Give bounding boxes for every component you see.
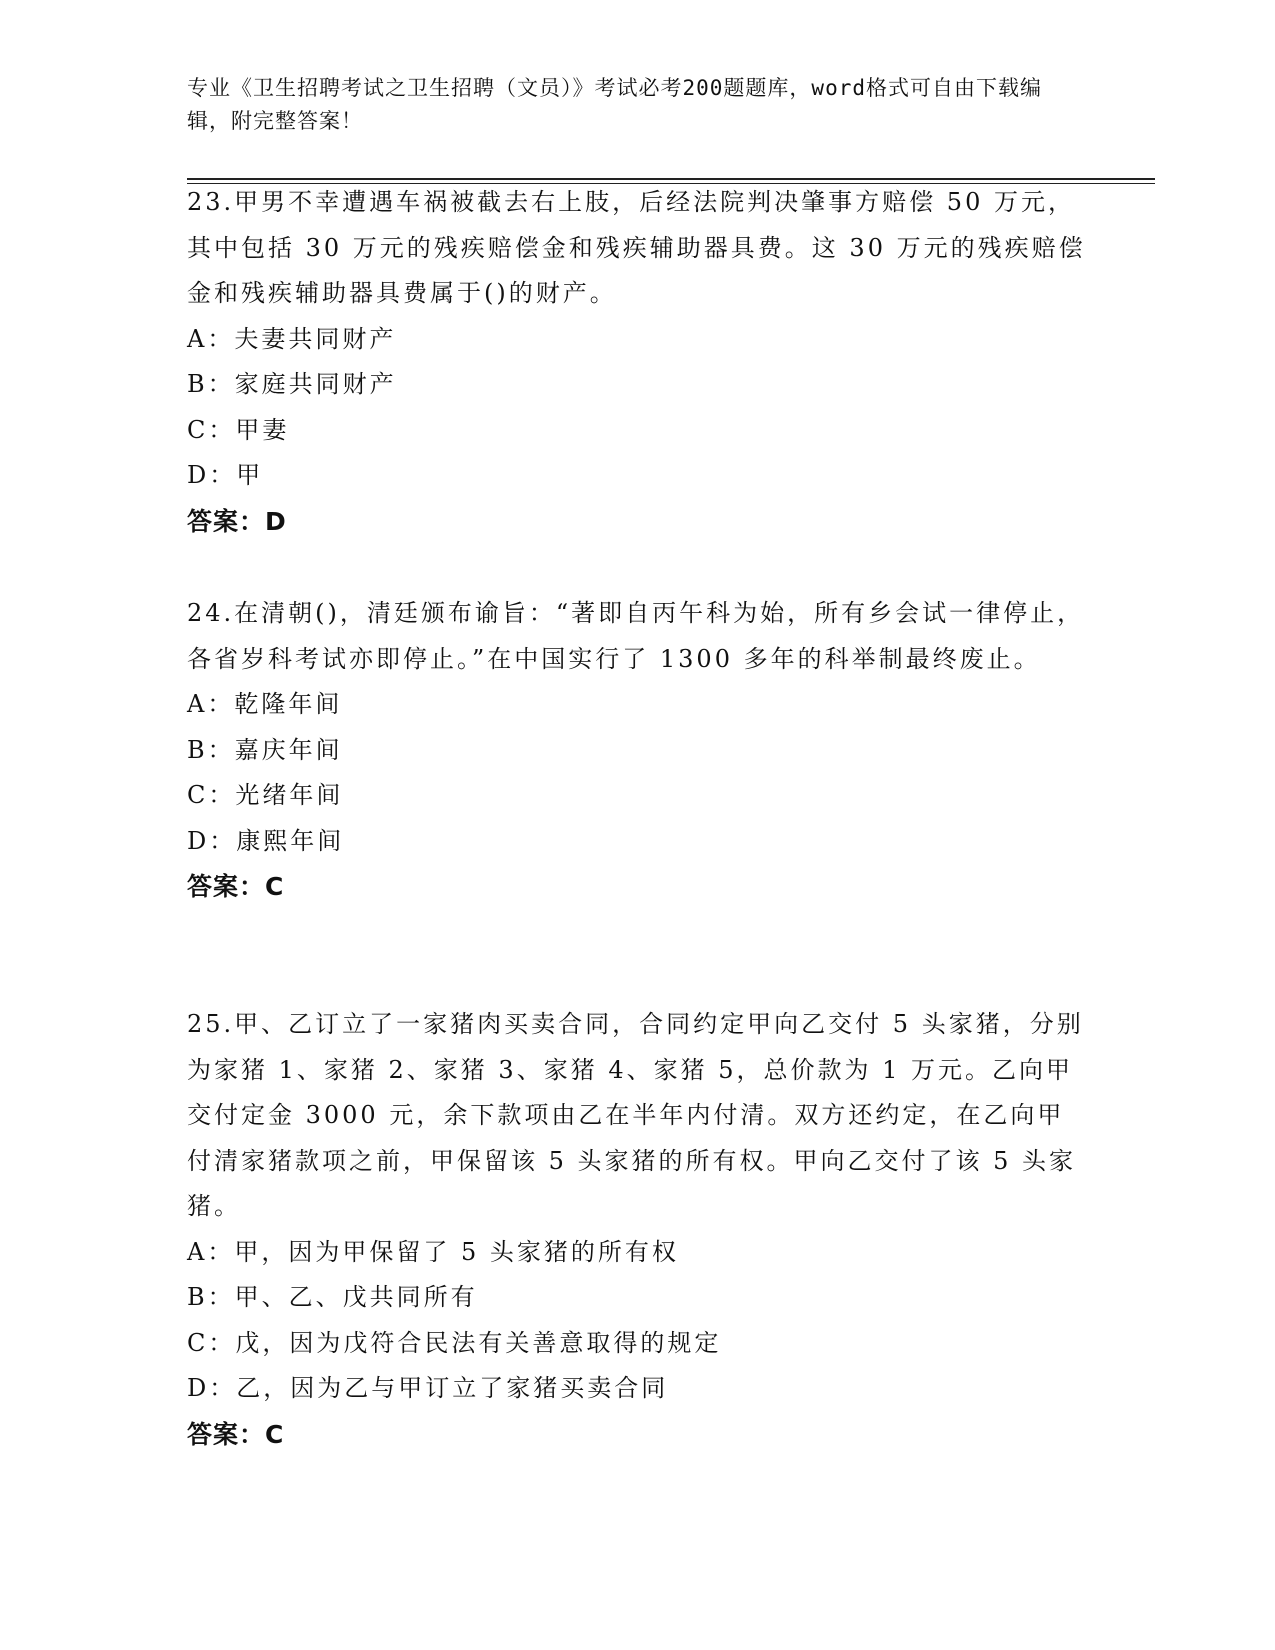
option-d: D：乙，因为乙与甲订立了家猪买卖合同 — [187, 1374, 669, 1402]
option-b: B：家庭共同财产 — [187, 370, 397, 398]
option-a: A：乾隆年间 — [187, 690, 343, 718]
question-25 — [187, 1002, 1087, 1457]
question-23 — [187, 180, 1087, 544]
option-c: C：光绪年间 — [187, 781, 344, 809]
option-d: D：康熙年间 — [187, 826, 345, 855]
option-a: A：甲，因为甲保留了 5 头家猪的所有权 — [187, 1237, 679, 1266]
question-stem: 25.甲、乙订立了一家猪肉买卖合同，合同约定甲向乙交付 5 头家猪，分别为家猪 1、家猪 2、家猪 3、家猪 4、家猪 5，总价款为 1 万元。乙向甲交付定金 3000 元，余下款项由乙在半年内付清。双方还约定，在乙向甲付清家猪款项之前，甲保留该 5 头家猪的所有权。甲向乙交付了该 5 头家猪。 — [187, 1010, 1084, 1220]
question-stem: 23.甲男不幸遭遇车祸被截去右上肢，后经法院判决肇事方赔偿 50 万元，其中包括 30 万元的残疾赔偿金和残疾辅助器具费。这 30 万元的残疾赔偿金和残疾辅助器具费属于()的财产。 — [187, 188, 1086, 307]
option-c: C：甲妻 — [187, 415, 290, 444]
document-header: 专业《卫生招聘考试之卫生招聘（文员）》考试必考200题题库，word格式可自由下载编辑，附完整答案！ — [187, 76, 1042, 133]
option-c: C：戊，因为戊符合民法有关善意取得的规定 — [187, 1328, 722, 1357]
answer-label: 答案：C — [187, 1419, 285, 1449]
option-a: A：夫妻共同财产 — [187, 324, 397, 353]
option-b: B：甲、乙、戊共同所有 — [187, 1283, 478, 1311]
answer-label: 答案：C — [187, 872, 285, 901]
option-b: B：嘉庆年间 — [187, 735, 343, 764]
answer-label: 答案：D — [187, 506, 287, 536]
option-d: D：甲 — [187, 461, 264, 489]
question-stem: 24.在清朝()，清廷颁布谕旨：“著即自丙午科为始，所有乡会试一律停止，各省岁科考试亦即停止。”在中国实行了 1300 多年的科举制最终废止。 — [187, 599, 1085, 673]
question-24 — [187, 591, 1087, 910]
